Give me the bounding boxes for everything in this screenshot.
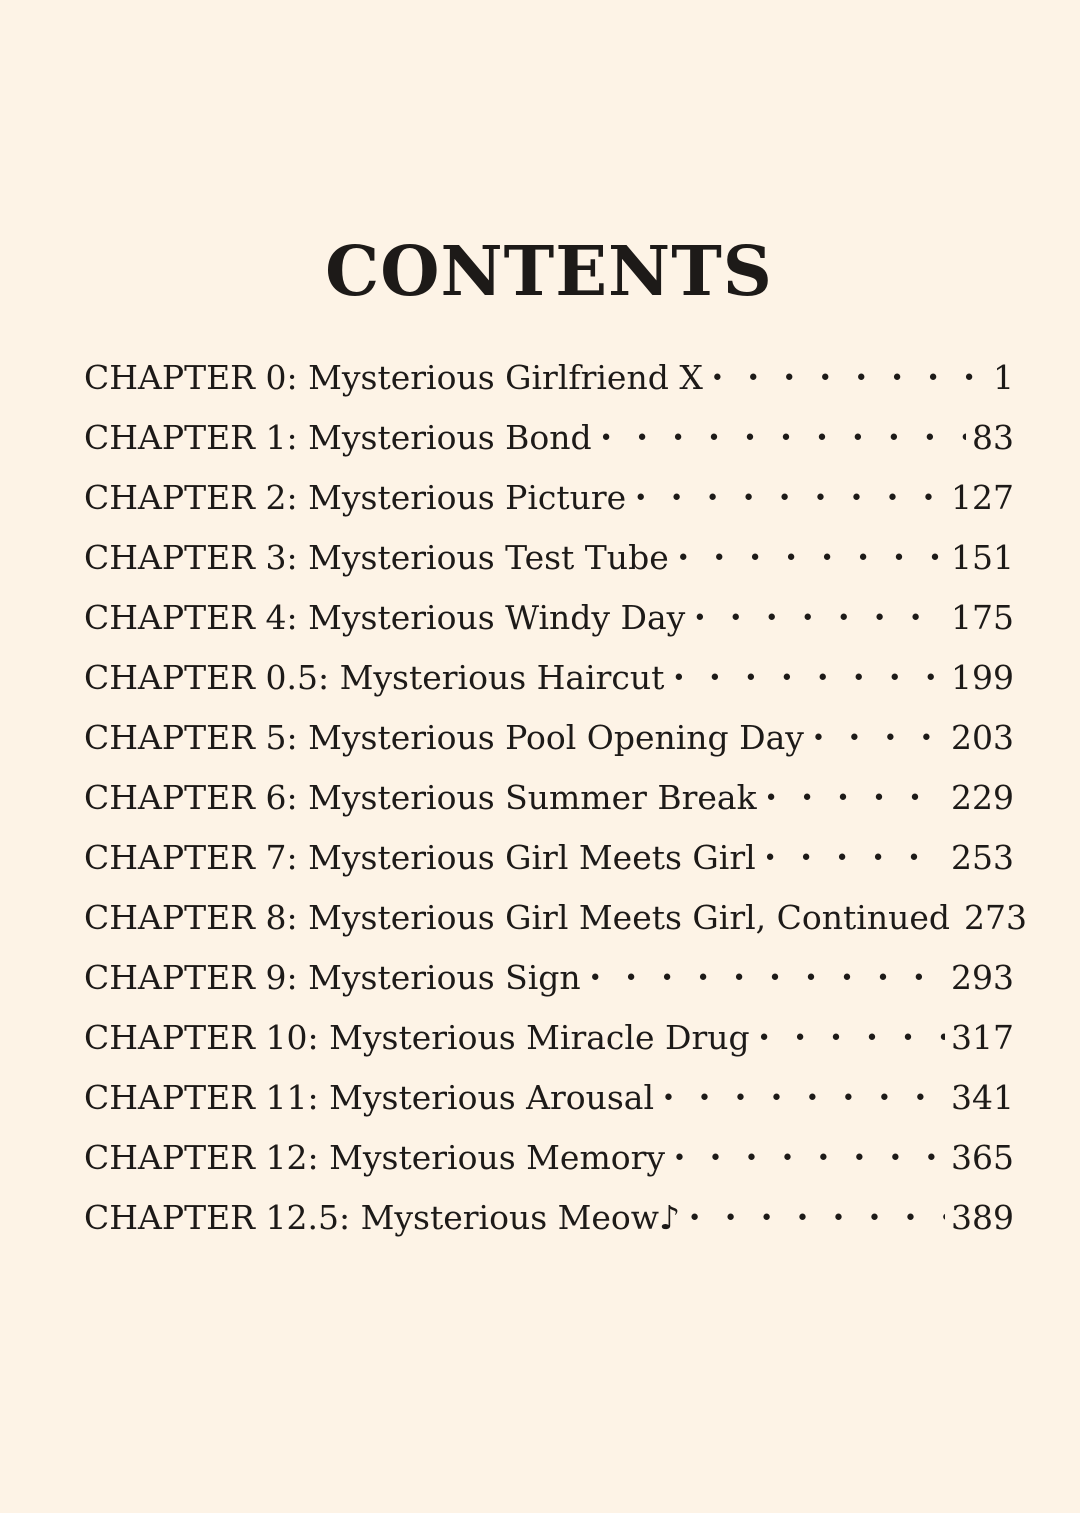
toc-entry-chapter-12-5	[84, 1192, 1014, 1252]
toc-entry-page-number: 253	[951, 838, 1014, 877]
dot-leader	[688, 1193, 945, 1245]
toc-entry-label: CHAPTER 11: Mysterious Arousal	[84, 1078, 655, 1117]
toc-entry-page-number: 273	[963, 898, 1027, 937]
toc-entry-page-number: 83	[972, 418, 1014, 457]
toc-entry-page-number: 365	[951, 1138, 1014, 1177]
toc-entry-label: CHAPTER 2: Mysterious Picture	[84, 478, 627, 517]
toc-entry-label: CHAPTER 9: Mysterious Sign	[84, 958, 581, 997]
dot-leader	[634, 473, 945, 525]
toc-entry-label: CHAPTER 12: Mysterious Memory	[84, 1138, 666, 1177]
page-title: CONTENTS	[325, 232, 773, 312]
toc-entry-chapter-9	[84, 952, 1014, 1012]
toc-entry-chapter-2	[84, 472, 1014, 532]
toc-entry-label: CHAPTER 0.5: Mysterious Haircut	[84, 658, 665, 697]
table-of-contents	[84, 352, 1027, 1252]
toc-entry-page-number: 203	[951, 718, 1014, 757]
toc-entry-label: CHAPTER 5: Mysterious Pool Opening Day	[84, 718, 804, 757]
toc-entry-label: CHAPTER 3: Mysterious Test Tube	[84, 538, 669, 577]
toc-entry-chapter-10	[84, 1012, 1014, 1072]
toc-entry-chapter-11	[84, 1072, 1014, 1132]
toc-entry-page-number: 199	[951, 658, 1014, 697]
dot-leader	[764, 833, 945, 885]
toc-entry-label: CHAPTER 10: Mysterious Miracle Drug	[84, 1018, 750, 1057]
toc-entry-page-number: 175	[951, 598, 1014, 637]
toc-entry-page-number: 317	[951, 1018, 1014, 1057]
toc-entry-page-number: 151	[951, 538, 1014, 577]
dot-leader	[711, 353, 987, 405]
toc-entry-page-number: 341	[951, 1078, 1014, 1117]
toc-entry-label: CHAPTER 12.5: Mysterious Meow♪	[84, 1198, 681, 1237]
toc-entry-chapter-0	[84, 352, 1014, 412]
dot-leader	[677, 533, 945, 585]
toc-entry-chapter-12	[84, 1132, 1014, 1192]
toc-entry-chapter-7	[84, 832, 1014, 892]
dot-leader	[765, 773, 945, 825]
toc-entry-page-number: 389	[951, 1198, 1014, 1237]
dot-leader	[672, 653, 945, 705]
dot-leader	[673, 1133, 945, 1185]
toc-entry-page-number: 229	[951, 778, 1014, 817]
dot-leader	[662, 1073, 945, 1125]
toc-entry-label: CHAPTER 6: Mysterious Summer Break	[84, 778, 757, 817]
toc-entry-chapter-6	[84, 772, 1014, 832]
toc-entry-label: CHAPTER 0: Mysterious Girlfriend X	[84, 358, 703, 397]
toc-entry-page-number: 127	[951, 478, 1014, 517]
dot-leader	[693, 593, 945, 645]
toc-entry-label: CHAPTER 8: Mysterious Girl Meets Girl, Continued	[84, 898, 950, 937]
dot-leader	[812, 713, 945, 765]
toc-entry-chapter-8	[84, 892, 1027, 952]
toc-entry-chapter-3	[84, 532, 1014, 592]
dot-leader	[758, 1013, 945, 1065]
toc-entry-page-number: 1	[993, 358, 1014, 397]
dot-leader	[589, 953, 945, 1005]
dot-leader	[600, 413, 966, 465]
toc-entry-label: CHAPTER 1: Mysterious Bond	[84, 418, 592, 457]
toc-entry-page-number: 293	[951, 958, 1014, 997]
toc-entry-chapter-1	[84, 412, 1014, 472]
toc-entry-chapter-5	[84, 712, 1014, 772]
toc-entry-label: CHAPTER 4: Mysterious Windy Day	[84, 598, 686, 637]
toc-entry-chapter-0-5	[84, 652, 1014, 712]
toc-entry-chapter-4	[84, 592, 1014, 652]
toc-entry-label: CHAPTER 7: Mysterious Girl Meets Girl	[84, 838, 756, 877]
